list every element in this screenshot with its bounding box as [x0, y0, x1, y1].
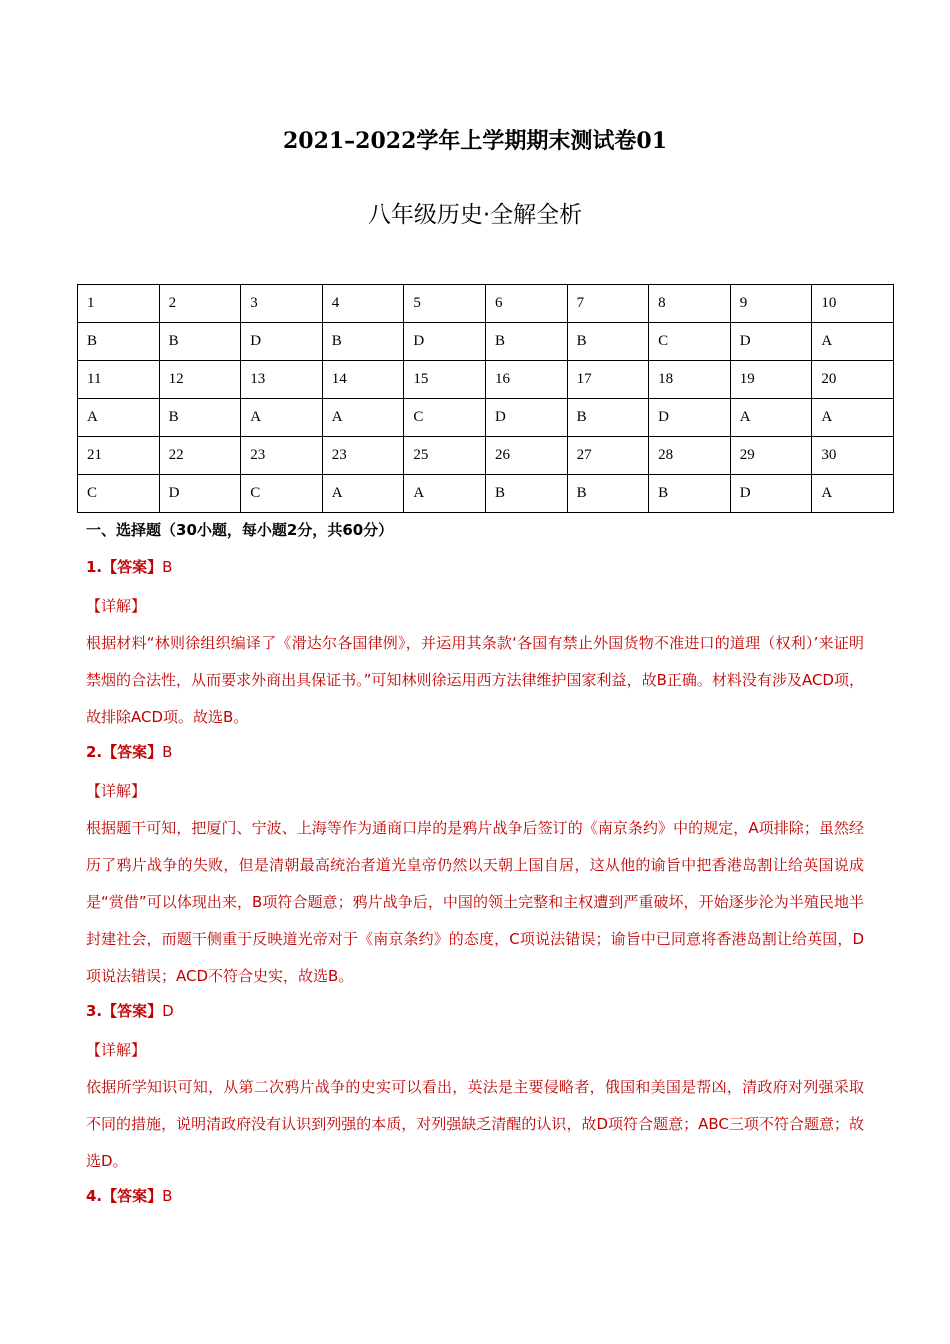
answer-cell: B [567, 399, 649, 437]
answer-row [78, 399, 894, 437]
detail-label: 【详解】 [86, 597, 147, 615]
question-explanations [86, 551, 864, 1217]
answer-value: B [162, 743, 173, 761]
question-number-cell: 28 [649, 437, 731, 475]
answer-cell: C [241, 475, 323, 513]
question-number-cell: 12 [159, 361, 241, 399]
answer-cell: A [322, 399, 404, 437]
answer-key-table [77, 284, 894, 513]
question-block [86, 551, 864, 736]
question-number-cell: 16 [485, 361, 567, 399]
question-number-row [78, 361, 894, 399]
question-number-cell: 22 [159, 437, 241, 475]
answer-cell: A [322, 475, 404, 513]
question-number-cell: 17 [567, 361, 649, 399]
detail-label: 【详解】 [86, 1041, 147, 1059]
answer-cell: A [404, 475, 486, 513]
question-number-cell: 9 [730, 285, 812, 323]
answer-cell: B [567, 475, 649, 513]
explanation-text: 依据所学知识可知，从第二次鸦片战争的史实可以看出，英法是主要侵略者，俄国和美国是帮凶，清政府对列强采取不同的措施，说明清政府没有认识到列强的本质，对列强缺乏清醒的认识，故D项符合题意；ABC三项不符合题意；故选D。 [86, 1078, 864, 1170]
answer-cell: B [485, 475, 567, 513]
answer-row [78, 323, 894, 361]
explanation-text: 根据题干可知，把厦门、宁波、上海等作为通商口岸的是鸦片战争后签订的《南京条约》中的规定，A项排除；虽然经历了鸦片战争的失败，但是清朝最高统治者道光皇帝仍然以天朝上国自居，这从他的谕旨中把香港岛割让给英国说成是“赏借”可以体现出来，B项符合题意；鸦片战争后，中国的领土完整和主权遭到严重破坏，开始逐步沦为半殖民地半封建社会，而题干侧重于反映道光帝对于《南京条约》的态度，C项说法错误；谕旨中已同意将香港岛割让给英国，D项说法错误；ACD不符合史实，故选B。 [86, 819, 864, 985]
question-number-row [78, 437, 894, 475]
answer-cell: A [241, 399, 323, 437]
answer-cell: A [812, 475, 894, 513]
answer-cell: B [322, 323, 404, 361]
answer-label: 2.【答案】 [86, 743, 163, 761]
answer-line [86, 551, 864, 588]
question-number-cell: 25 [404, 437, 486, 475]
answer-label: 1.【答案】 [86, 558, 163, 576]
question-number-cell: 6 [485, 285, 567, 323]
question-number-cell: 14 [322, 361, 404, 399]
question-number-cell: 23 [322, 437, 404, 475]
detail-label: 【详解】 [86, 782, 147, 800]
answer-cell: B [159, 323, 241, 361]
question-number-cell: 8 [649, 285, 731, 323]
page-subtitle: 八年级历史·全解全析 [367, 202, 583, 228]
answer-value: B [162, 1187, 173, 1205]
answer-cell: B [649, 475, 731, 513]
answer-line [86, 1180, 864, 1217]
question-number-cell: 23 [241, 437, 323, 475]
answer-cell: B [567, 323, 649, 361]
answer-cell: D [159, 475, 241, 513]
question-number-cell: 18 [649, 361, 731, 399]
question-number-cell: 29 [730, 437, 812, 475]
question-number-cell: 13 [241, 361, 323, 399]
question-number-cell: 10 [812, 285, 894, 323]
question-block [86, 995, 864, 1180]
question-number-cell: 27 [567, 437, 649, 475]
explanation-text: 根据材料“林则徐组织编译了《滑达尔各国律例》，并运用其条款‘各国有禁止外国货物不准进口的道理（权利）’来证明禁烟的合法性，从而要求外商出具保证书。”可知林则徐运用西方法律维护国家利益，故B正确。材料没有涉及ACD项，故排除ACD项。故选B。 [86, 634, 864, 726]
answer-row [78, 475, 894, 513]
answer-cell: B [159, 399, 241, 437]
answer-cell: A [78, 399, 160, 437]
answer-cell: C [78, 475, 160, 513]
answer-cell: B [485, 323, 567, 361]
section-heading: 一、选择题（30小题，每小题2分，共60分） [86, 521, 394, 539]
question-number-cell: 30 [812, 437, 894, 475]
question-number-cell: 20 [812, 361, 894, 399]
question-number-row [78, 285, 894, 323]
answer-cell: D [485, 399, 567, 437]
answer-cell: C [649, 323, 731, 361]
answer-cell: A [730, 399, 812, 437]
page-title: 2021–2022学年上学期期末测试卷01 [282, 128, 668, 154]
answer-cell: D [649, 399, 731, 437]
question-number-cell: 15 [404, 361, 486, 399]
question-number-cell: 7 [567, 285, 649, 323]
question-number-cell: 1 [78, 285, 160, 323]
answer-line [86, 736, 864, 773]
answer-value: D [162, 1002, 174, 1020]
question-number-cell: 21 [78, 437, 160, 475]
question-number-cell: 3 [241, 285, 323, 323]
question-number-cell: 19 [730, 361, 812, 399]
answer-cell: D [404, 323, 486, 361]
question-block [86, 736, 864, 995]
answer-cell: D [241, 323, 323, 361]
answer-cell: B [78, 323, 160, 361]
answer-label: 4.【答案】 [86, 1187, 163, 1205]
answer-label: 3.【答案】 [86, 1002, 163, 1020]
answer-cell: D [730, 323, 812, 361]
answer-cell: C [404, 399, 486, 437]
answer-value: B [162, 558, 173, 576]
answer-line [86, 995, 864, 1032]
question-number-cell: 11 [78, 361, 160, 399]
question-number-cell: 4 [322, 285, 404, 323]
question-number-cell: 2 [159, 285, 241, 323]
question-number-cell: 5 [404, 285, 486, 323]
question-block [86, 1180, 864, 1217]
question-number-cell: 26 [485, 437, 567, 475]
answer-cell: D [730, 475, 812, 513]
answer-cell: A [812, 323, 894, 361]
answer-cell: A [812, 399, 894, 437]
